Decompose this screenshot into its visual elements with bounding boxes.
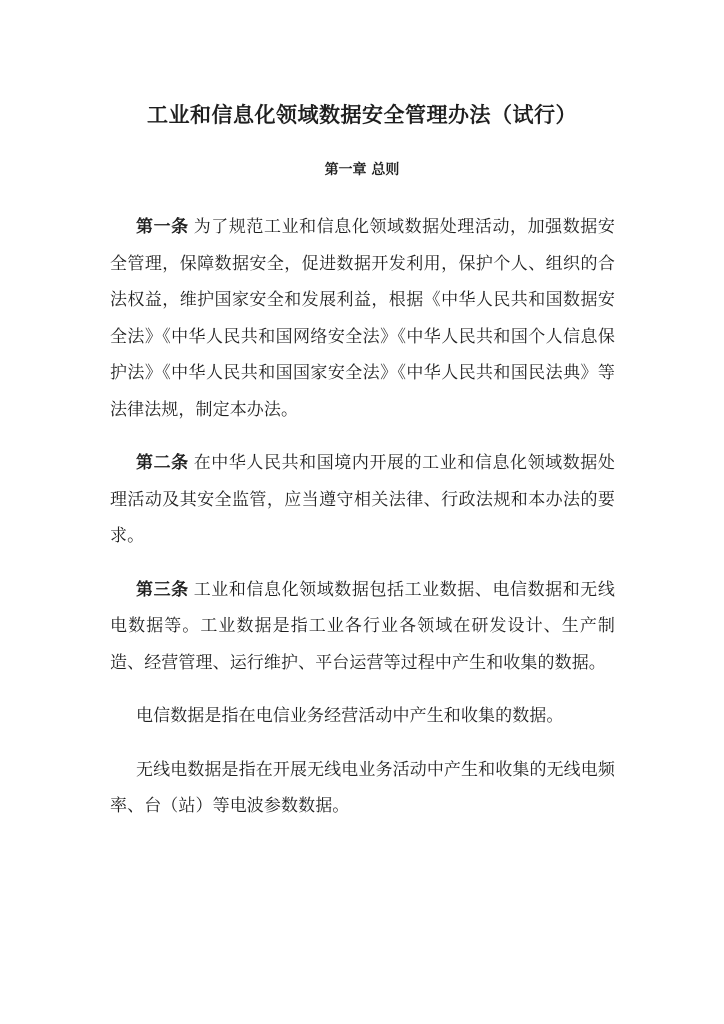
document-body — [110, 209, 615, 842]
article-2-paragraph — [110, 445, 615, 555]
radio-data-paragraph — [110, 752, 615, 825]
article-number: 第二条 — [136, 453, 189, 473]
paragraph-text: 无线电数据是指在开展无线电业务活动中产生和收集的无线电频率、台（站）等电波参数数据。 — [110, 759, 615, 816]
article-text: 为了规范工业和信息化领域数据处理活动，加强数据安全管理，保障数据安全，促进数据开发利用，保护个人、组织的合法权益，维护国家安全和发展利益，根据《中华人民共和国数据安全法》《中华人民共和国网络安全法》《中华人民共和国个人信息保护法》《中华人民共和国国家安全法》《中华人民共和国民法典》等法律法规，制定本办法。 — [110, 217, 615, 420]
paragraph-text: 电信数据是指在电信业务经营活动中产生和收集的数据。 — [136, 706, 564, 726]
article-3-paragraph — [110, 572, 615, 682]
article-number: 第一条 — [136, 217, 189, 237]
telecom-data-paragraph — [110, 698, 615, 735]
article-text: 工业和信息化领域数据包括工业数据、电信数据和无线电数据等。工业数据是指工业各行业各领域在研发设计、生产制造、经营管理、运行维护、平台运营等过程中产生和收集的数据。 — [110, 579, 615, 673]
article-number: 第三条 — [136, 579, 189, 600]
document-title: 工业和信息化领域数据安全管理办法（试行） — [147, 103, 577, 127]
chapter-heading: 第一章 总则 — [324, 162, 400, 178]
article-1-paragraph — [110, 209, 615, 428]
article-text: 在中华人民共和国境内开展的工业和信息化领域数据处理活动及其安全监管，应当遵守相关法律、行政法规和本办法的要求。 — [110, 453, 615, 546]
